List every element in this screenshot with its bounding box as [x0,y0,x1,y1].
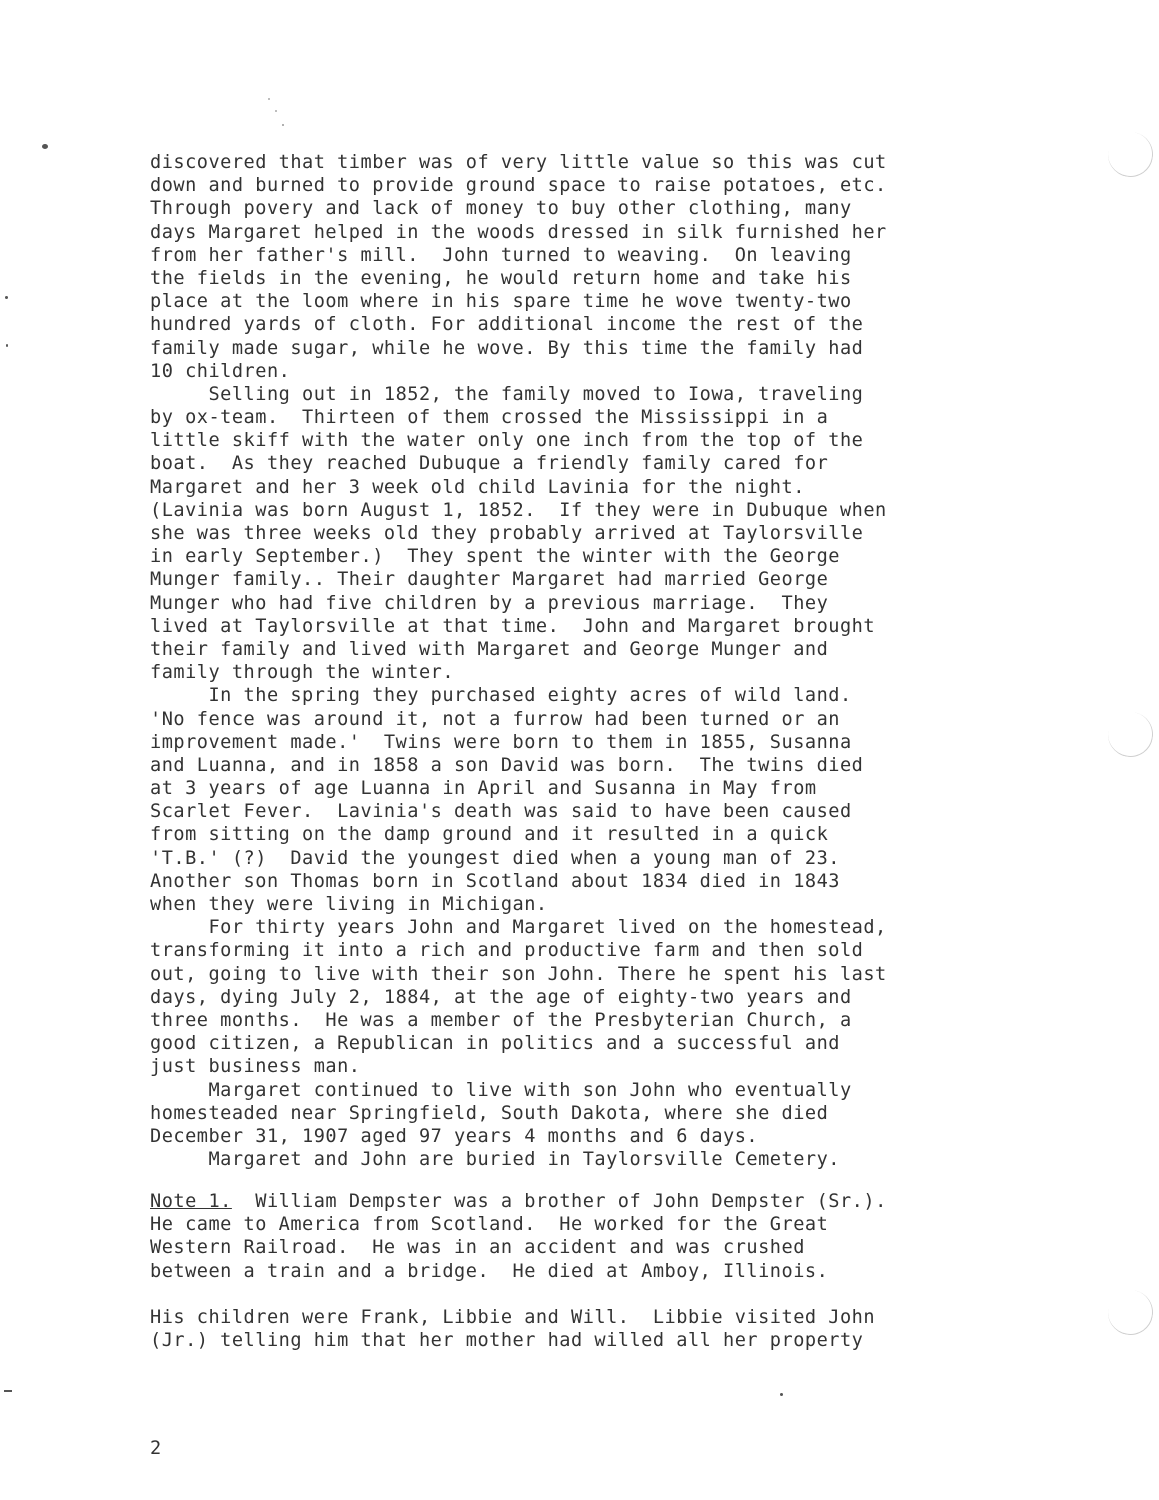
text-line: He came to America from Scotland. He worked for the Great [150,1214,829,1236]
text-line: Through povery and lack of money to buy other clothing, many [150,198,852,220]
text-line: 'T.B.' (?) David the youngest died when a young man of 23. [150,847,840,869]
text-line: just business man. [150,1056,361,1078]
text-line: Scarlet Fever. Lavinia's death was said to have been caused [150,801,852,823]
scan-speck [4,1390,12,1392]
text-line: Margaret and her 3 week old child Lavinia for the night. [150,476,805,498]
text-line: down and burned to provide ground space to raise potatoes, etc. [150,175,887,197]
text-line: transforming it into a rich and productive farm and then sold [150,940,864,962]
scan-speck [42,144,48,149]
body-text [150,151,887,1171]
text-line: Margaret continued to live with son John who eventually [150,1079,852,1101]
text-line: Selling out in 1852, the family moved to Iowa, traveling [150,383,864,405]
scan-speck [268,98,270,100]
scan-speck [282,124,284,126]
text-line: in early September.) They spent the winter with the George [150,546,840,568]
text-line: December 31, 1907 aged 97 years 4 months and 6 days. [150,1125,759,1147]
note-first-line [150,1190,887,1213]
text-line: improvement made.' Twins were born to them in 1855, Susanna [150,731,852,753]
text-line: from sitting on the damp ground and it resulted in a quick [150,824,829,846]
text-line: (Lavinia was born August 1, 1852. If they were in Dubuque when [150,499,887,521]
text-line: by ox-team. Thirteen of them crossed the Mississippi in a [150,407,829,429]
text-line: Munger who had five children by a previous marriage. They [150,592,829,614]
text-line: Margaret and John are buried in Taylorsville Cemetery. [150,1149,840,1171]
text-line: days, dying July 2, 1884, at the age of eighty-two years and [150,986,852,1008]
text-line: three months. He was a member of the Presbyterian Church, a [150,1009,852,1031]
text-line: 10 children. [150,360,291,382]
text-line: place at the loom where in his spare time he wove twenty-two [150,291,852,313]
text-line: (Jr.) telling him that her mother had willed all her property [150,1330,864,1352]
text-line: boat. As they reached Dubuque a friendly family cared for [150,453,829,475]
text-line: Another son Thomas born in Scotland about 1834 died in 1843 [150,870,840,892]
text-line: For thirty years John and Margaret lived on the homestead, [150,917,887,939]
text-line: His children were Frank, Libbie and Will. Libbie visited John [150,1307,876,1328]
text-line: Western Railroad. He was in an accident and was crushed [150,1237,805,1259]
text-line: days Margaret helped in the woods dressed in silk furnished her [150,221,887,243]
text-line: hundred yards of cloth. For additional income the rest of the [150,314,864,336]
scan-speck [5,296,8,299]
scan-speck [780,1393,783,1396]
hole-punch-mark [1104,708,1156,760]
text-line: and Luanna, and in 1858 a son David was born. The twins died [150,754,864,776]
text-line: she was three weeks old they probably arrived at Taylorsville [150,523,864,544]
text-line: their family and lived with Margaret and George Munger and [150,638,829,660]
text-line: family made sugar, while he wove. By this time the family had [150,337,864,359]
text-line: good citizen, a Republican in politics and a successful and [150,1033,840,1055]
text-line: discovered that timber was of very little value so this was cut [150,152,887,173]
text-line: when they were living in Michigan. [150,894,548,915]
closing-paragraph [150,1306,875,1352]
note-label: Note 1. [150,1191,232,1212]
note-1 [150,1190,887,1283]
text-line: the fields in the evening, he would return home and take his [150,267,852,289]
text-line: 'No fence was around it, not a furrow had been turned or an [150,708,840,730]
text-line: out, going to live with their son John. There he spent his last [150,963,887,985]
scan-speck [275,110,277,112]
text-line: family through the winter. [150,662,455,684]
text-line: little skiff with the water only one inch from the top of the [150,430,864,452]
text-line: homesteaded near Springfield, South Dakota, where she died [150,1102,829,1124]
text-line: between a train and a bridge. He died at Amboy, Illinois. [150,1260,829,1282]
text-line: Munger family.. Their daughter Margaret had married George [150,569,829,591]
hole-punch-mark [1104,1286,1156,1338]
text-line: at 3 years of age Luanna in April and Susanna in May from [150,778,817,800]
scan-speck [6,344,8,347]
text-line: from her father's mill. John turned to weaving. On leaving [150,244,852,266]
hole-punch-mark [1104,128,1156,180]
page-number: 2 [150,1438,162,1459]
text-line: lived at Taylorsville at that time. John and Margaret brought [150,615,876,637]
text-line: In the spring they purchased eighty acres of wild land. [150,685,852,707]
note-text: William Dempster was a brother of John Dempster (Sr.). [231,1191,887,1212]
